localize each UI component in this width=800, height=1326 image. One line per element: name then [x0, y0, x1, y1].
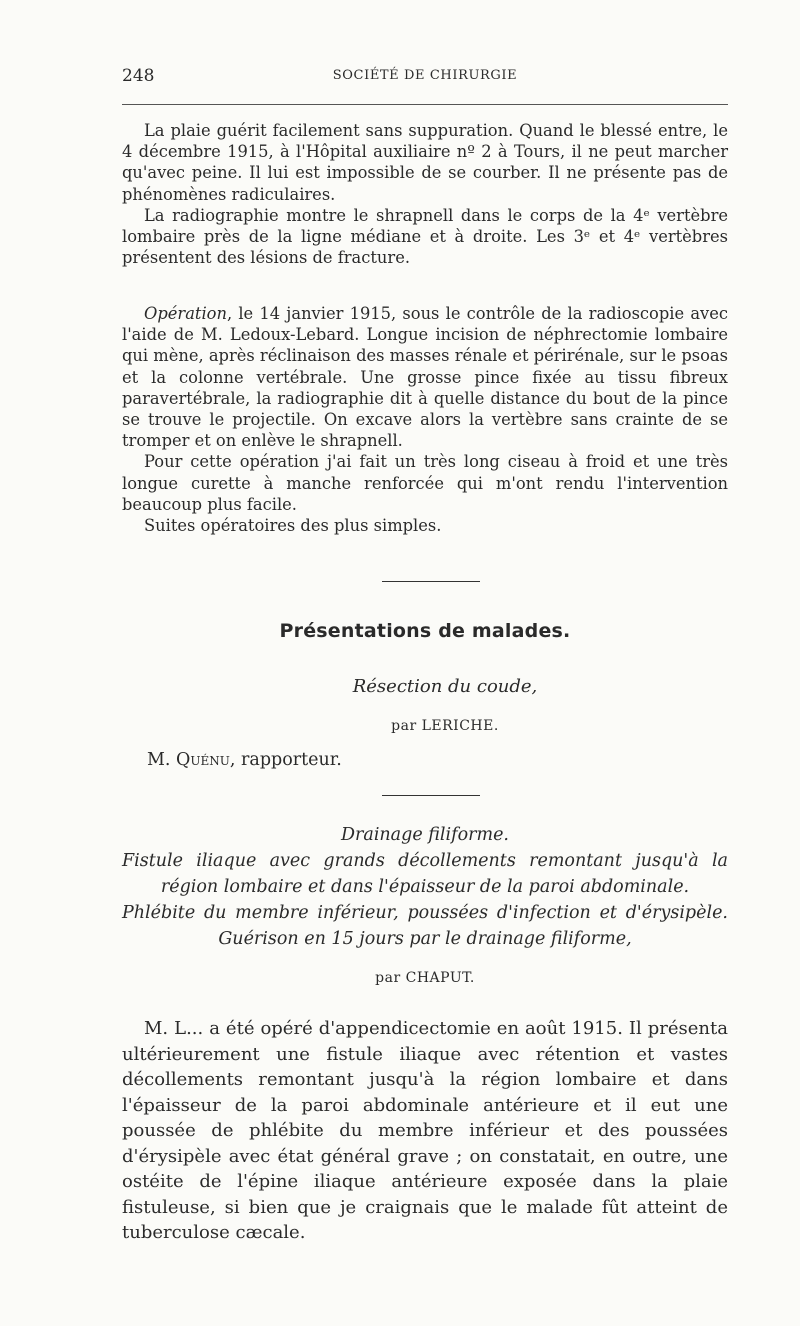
presentation-title: Phlébite du membre inférieur, poussées d'infection et d'érysipèle. — [122, 903, 728, 923]
operation-section — [122, 303, 728, 536]
reporter-name: Quénu — [176, 750, 230, 770]
paragraph — [122, 303, 728, 451]
presentation-title: région lombaire et dans l'épaisseur de la paroi abdominale. — [160, 877, 690, 897]
paragraph: M. L... a été opéré d'appendicectomie en août 1915. Il présenta ultérieurement une fistule iliaque avec rétention et vastes décollements remontant jusqu'à la région lombaire et dans l'épaisseur de la paroi abdominale antérieure et il eut une poussée de phlébite du membre inférieur et des poussées d'érysipèle avec état général grave ; on constatait, en outre, une ostéite de l'épine iliaque antérieure exposée dans la plaie fistuleuse, si bien que je craignais que le malade fût atteint de tuberculose cæcale. — [122, 1018, 728, 1243]
author-line: par CHAPUT. — [375, 970, 475, 986]
header-rule — [122, 104, 728, 105]
operation-text: , le 14 janvier 1915, sous le contrôle de la radioscopie avec l'aide de M. Ledoux-Lebard. Longue incision de néphrectomie lombaire qui mène, après réclinaison des masses rénale et périrénale, sur le psoas et la colonne vertébrale. Une grosse pince fixée au tissu fibreux paravertébrale, la radiographie dit à quelle distance du bout de la pince se trouve le projectile. On excave alors la vertèbre sans crainte de se tromper et on enlève le shrapnell. — [122, 304, 728, 451]
presentation-title: Drainage filiforme. — [340, 825, 509, 845]
operation-lead: Opération — [144, 304, 227, 323]
case-report — [122, 120, 728, 268]
paragraph: Suites opératoires des plus simples. — [144, 516, 442, 536]
author-line: par LERICHE. — [391, 718, 499, 734]
section-title: Présentations de malades. — [279, 620, 571, 642]
running-title: SOCIÉTÉ DE CHIRURGIE — [332, 68, 518, 83]
reporter-line: M. Quénu, rapporteur. — [147, 750, 342, 770]
presentation-title: Guérison en 15 jours par le drainage filiforme, — [218, 929, 632, 949]
paragraph: La radiographie montre le shrapnell dans le corps de la 4ᵉ vertèbre lombaire près de la ligne médiane et à droite. Les 3ᵉ et 4ᵉ vertèbres présentent des lésions de fracture. — [122, 205, 728, 268]
section-divider — [382, 581, 480, 582]
paragraph: Pour cette opération j'ai fait un très long ciseau à froid et une très longue curette à manche renforcée qui m'ont rendu l'intervention beaucoup plus facile. — [122, 452, 728, 514]
page-header — [122, 66, 728, 88]
page-number: 248 — [122, 66, 155, 86]
section-divider — [382, 795, 480, 796]
paragraph: La plaie guérit facilement sans suppuration. Quand le blessé entre, le 4 décembre 1915, à l'Hôpital auxiliaire nº 2 à Tours, il ne peut marcher qu'avec peine. Il lui est impossible de se courber. Il ne présente pas de phénomènes radiculaires. — [122, 121, 728, 204]
presentation-title: Fistule iliaque avec grands décollements remontant jusqu'à la — [122, 851, 728, 871]
presentation-title: Résection du coude, — [352, 676, 538, 697]
case-body — [122, 1016, 728, 1246]
